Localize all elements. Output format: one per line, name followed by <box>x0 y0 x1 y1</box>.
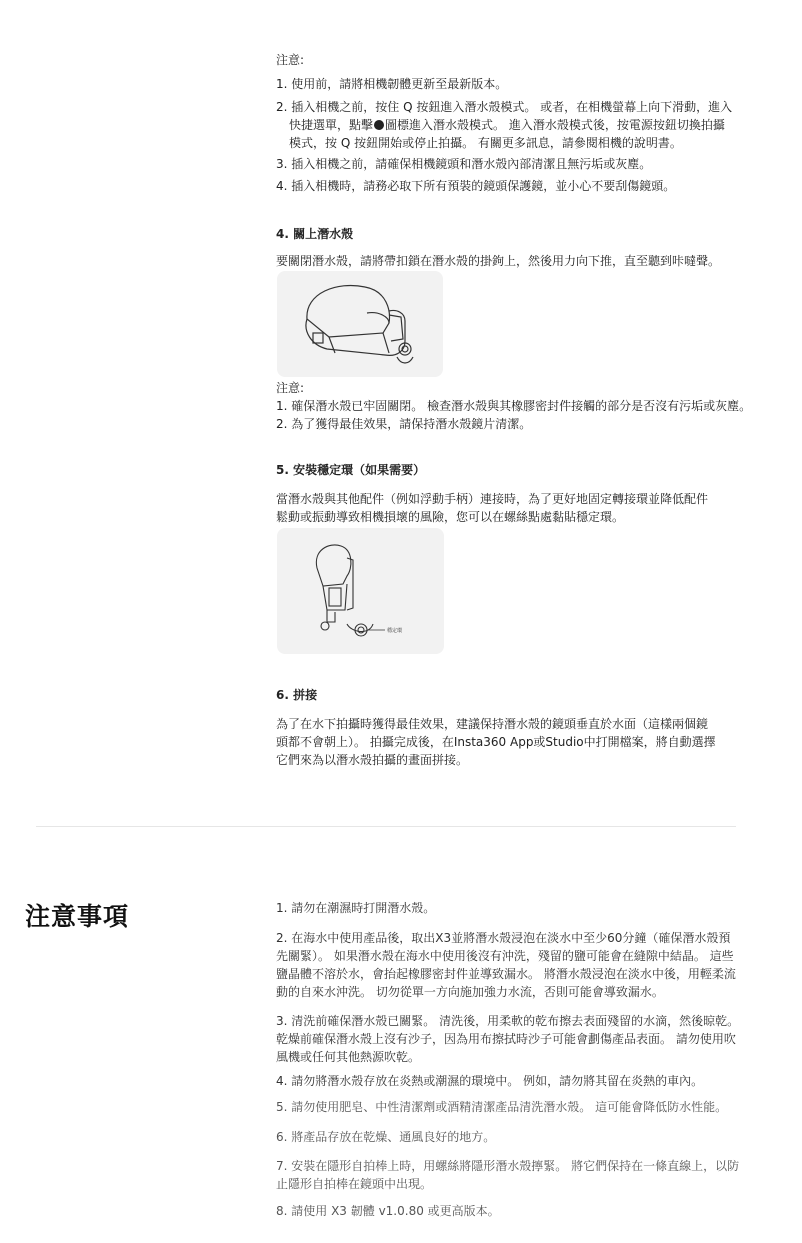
precaution-item-2: 2. 在海水中使用產品後，取出X3並將潛水殼浸泡在淡水中至少60分鐘（確保潛水殼預先關緊）。 如果潛水殼在海水中使用後沒有沖洗，殘留的鹽可能會在縫隙中結晶。 這些鹽晶體不溶於水，會抬起橡膠密封件並導致漏水。 將潛水殼浸泡在淡水中後，用輕柔流動的自來水沖洗。 切勿從單一方向施加強力水流，否則可能會導致漏水。 <box>276 931 736 999</box>
step5-desc-line2: 鬆動或振動導致相機損壞的風險，您可以在螺絲點處黏貼穩定環。 <box>276 510 625 524</box>
step4-note-1: 1. 確保潛水殼已牢固關閉。 檢查潛水殼與其橡膠密封件接觸的部分是否沒有污垢或灰塵。 <box>276 399 752 413</box>
note-item-2-suffix: 圖標進入潛水殼模式。 進入潛水殼模式後，按電源按鈕切換拍攝 <box>385 118 725 132</box>
step4-title: 4. 關上潛水殼 <box>276 227 354 241</box>
note-item-2-prefix: 快捷選單，點擊 <box>289 118 374 132</box>
note-item-2: 2. 插入相機之前，按住 Q 按鈕進入潛水殼模式。 或者，在相機螢幕上向下滑動，進入 <box>276 100 733 114</box>
step5-figure <box>277 528 444 654</box>
stabilizer-ring-label: 穩定環 <box>387 628 403 634</box>
step4-figure <box>277 271 443 377</box>
precaution-item-5: 5. 請勿使用肥皂、中性清潔劑或酒精清潔產品清洗潛水殼。 這可能會降低防水性能。 <box>276 1100 728 1114</box>
precaution-item-3: 3. 清洗前確保潛水殼已關緊。 清洗後，用柔軟的乾布擦去表面殘留的水滴，然後晾乾。 乾燥前確保潛水殼上沒有沙子，因為用布擦拭時沙子可能會劃傷產品表面。 請勿使用吹風機或任何其他熱源吹乾。 <box>276 1014 740 1064</box>
note-item-1: 1. 使用前，請將相機韌體更新至最新版本。 <box>276 77 508 91</box>
step6-line-3: 它們來為以潛水殼拍攝的畫面拼接。 <box>276 753 469 767</box>
section-divider <box>36 826 736 827</box>
precaution-item-8: 8. 請使用 X3 韌體 v1.0.80 或更高版本。 <box>276 1204 500 1218</box>
step5-desc-line1: 當潛水殼與其他配件（例如浮動手柄）連接時，為了更好地固定轉接環並降低配件 <box>276 492 709 506</box>
note-item-3: 3. 插入相機之前，請確保相機鏡頭和潛水殼內部清潔且無污垢或灰塵。 <box>276 157 652 171</box>
step5-title: 5. 安裝穩定環（如果需要） <box>276 463 426 477</box>
precaution-item-1: 1. 請勿在潮濕時打開潛水殼。 <box>276 901 436 915</box>
precautions-title: 注意事項 <box>25 902 130 931</box>
step4-note-2: 2. 為了獲得最佳效果，請保持潛水殼鏡片清潔。 <box>276 417 532 431</box>
step6-line-1: 為了在水下拍攝時獲得最佳效果，建議保持潛水殼的鏡頭垂直於水面（這樣兩個鏡 <box>276 717 709 731</box>
step6-line-2: 頭都不會朝上）。 拍攝完成後，在Insta360 App或Studio中打開檔案，將自動選擇 <box>276 735 716 749</box>
step4-desc: 要關閉潛水殼，請將帶扣鎖在潛水殼的掛鉤上，然後用力向下推，直至聽到咔噠聲。 <box>276 254 721 268</box>
dive-case-closed-illustration <box>277 271 443 377</box>
stabilizer-ring-illustration <box>277 528 444 654</box>
precaution-item-4: 4. 請勿將潛水殼存放在炎熱或潮濕的環境中。 例如，請勿將其留在炎熱的車內。 <box>276 1074 704 1088</box>
precaution-item-6: 6. 將產品存放在乾燥、通風良好的地方。 <box>276 1130 496 1144</box>
step6-title: 6. 拼接 <box>276 688 318 702</box>
note-item-4: 4. 插入相機時，請務必取下所有預裝的鏡頭保護鏡，並小心不要刮傷鏡頭。 <box>276 179 676 193</box>
step4-notes-heading: 注意: <box>276 381 305 395</box>
notes-heading: 注意: <box>276 53 305 67</box>
dive-case-mode-icon <box>374 120 384 130</box>
note-item-2-line3: 模式，按 Q 按鈕開始或停止拍攝。 有關更多訊息，請參閱相機的說明書。 <box>289 136 682 150</box>
note-item-2-line2 <box>289 117 725 134</box>
precaution-item-7: 7. 安裝在隱形自拍棒上時，用螺絲將隱形潛水殼擰緊。 將它們保持在一條直線上，以防止隱形自拍棒在鏡頭中出現。 <box>276 1159 740 1191</box>
